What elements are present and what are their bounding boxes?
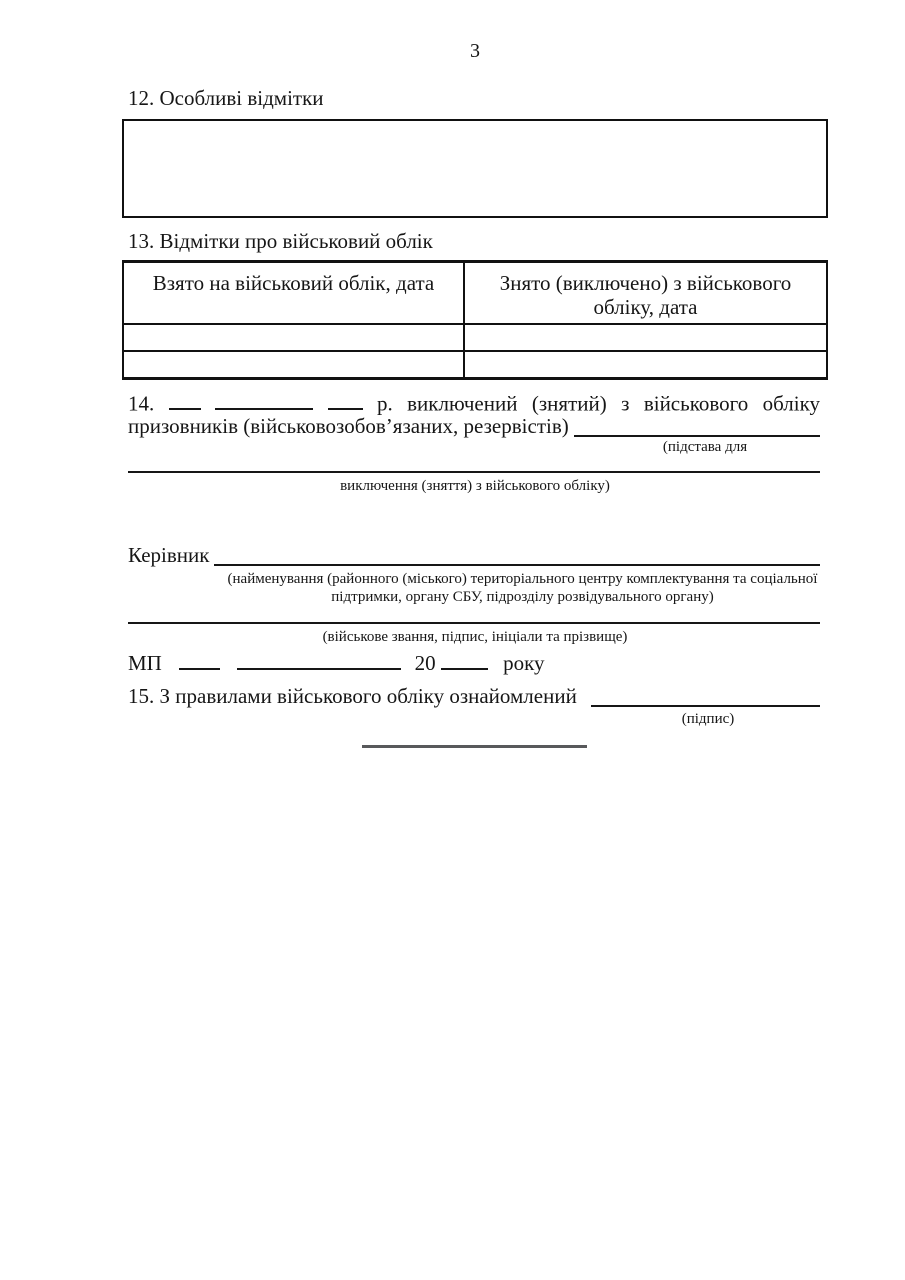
caption-org-line1: (найменування (районного (міського) територіального центру комплектування та соціальної [227, 571, 818, 587]
mp-month-blank [237, 646, 401, 670]
kerivnyk-row [128, 543, 820, 566]
mp-day-blank [179, 646, 220, 670]
caption-kerivnyk-org [225, 570, 820, 606]
signature-blank-line [591, 684, 820, 707]
section-13-heading: 13. Відмітки про військовий облік [128, 229, 433, 253]
reason-continuation-line [128, 471, 820, 473]
table-cell-taken [124, 325, 465, 350]
caption-exclusion: виключення (зняття) з військового обліку) [340, 478, 610, 494]
section-12-heading: 12. Особливі відмітки [128, 86, 324, 110]
table-header-removed: Знято (виключено) з військового обліку, дата [499, 271, 792, 319]
mp-year-blank [441, 646, 488, 670]
table-row [124, 350, 826, 377]
section-15-text: 15. З правилами військового обліку ознайомлений [128, 684, 577, 708]
item-14-text: р. виключений (знятий) з військового обліку [376, 391, 821, 416]
caption-signature: (підпис) [681, 711, 735, 727]
year-blank [328, 387, 363, 410]
caption-pidstava: (підстава для [662, 439, 748, 455]
item-14-number: 14. [128, 391, 155, 416]
year-prefix: 20 [414, 651, 436, 675]
table-header-taken: Взято на військовий облік, дата [124, 263, 465, 323]
item-14-line1 [128, 387, 820, 415]
kerivnyk-label: Керівник [128, 543, 210, 567]
caption-org-line2: підтримки, органу СБУ, підрозділу розвідувального органу) [331, 589, 714, 605]
final-underline [362, 745, 587, 748]
table-row [124, 323, 826, 350]
table-cell-removed [465, 325, 826, 350]
day-blank [169, 387, 201, 410]
rank-signature-line [128, 622, 820, 624]
table-header-row [124, 263, 826, 323]
kerivnyk-name-line [214, 543, 820, 566]
mp-row [128, 646, 820, 675]
item-14-line2-text: призовників (військовозобов’язаних, резервістів) [128, 414, 569, 438]
caption-rank-signature: (військове звання, підпис, ініціали та прізвище) [322, 629, 628, 645]
mp-label: МП [128, 651, 162, 675]
page-number: 3 [470, 40, 480, 62]
table-cell-removed [465, 352, 826, 377]
table-cell-taken [124, 352, 465, 377]
item-14-line2 [128, 414, 820, 437]
reason-blank-line [574, 414, 820, 437]
special-marks-box [122, 119, 828, 218]
section-15-row [128, 684, 820, 707]
month-blank [215, 387, 313, 410]
year-suffix: року [503, 651, 545, 675]
military-record-table [122, 260, 828, 380]
